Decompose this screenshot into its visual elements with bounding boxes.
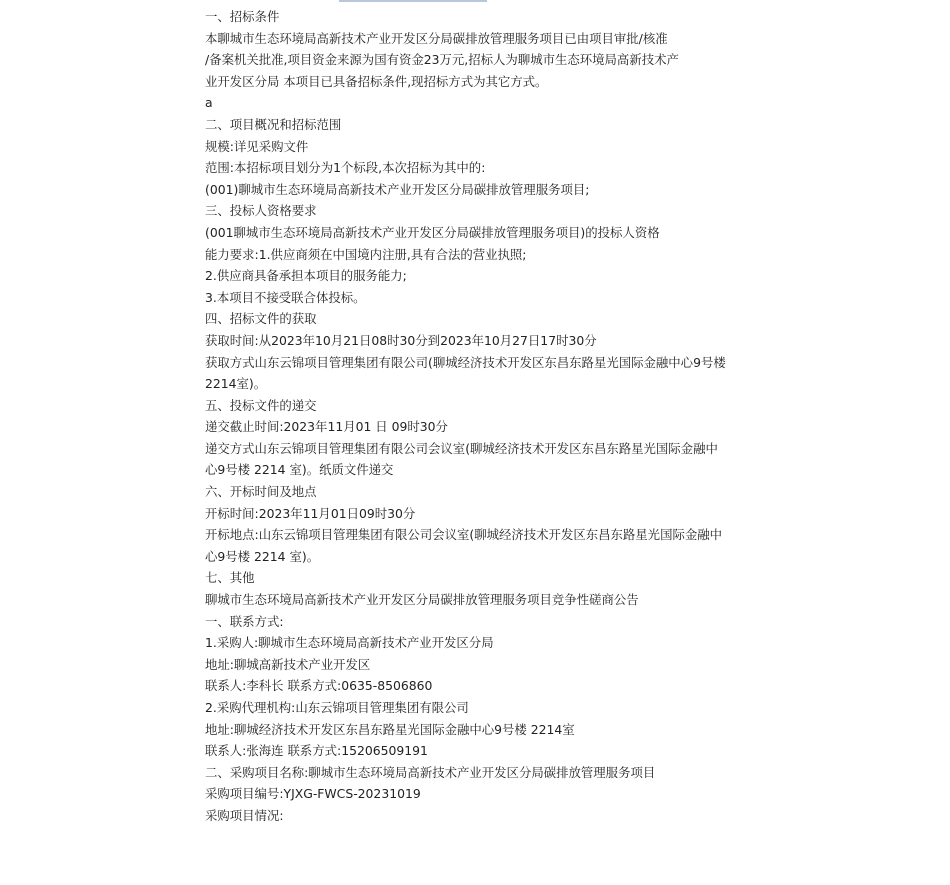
paragraph-line: 能力要求:1.供应商须在中国境内注册,具有合法的营业执照; xyxy=(205,246,527,262)
section-heading: 二、项目概况和招标范围 xyxy=(205,116,342,132)
paragraph-line: 地址:聊城经济技术开发区东昌东路星光国际金融中心9号楼 2214室 xyxy=(205,721,575,737)
paragraph-line: 2.采购代理机构:山东云锦项目管理集团有限公司 xyxy=(205,700,469,715)
paragraph-line: /备案机关批准,项目资金来源为国有资金23万元,招标人为聊城市生态环境局高新技术产 xyxy=(205,52,679,68)
paragraph-line: 开标时间:2023年11月01日09时30分 xyxy=(205,505,416,521)
paragraph-line: 聊城市生态环境局高新技术产业开发区分局碳排放管理服务项目竞争性磋商公告 xyxy=(205,592,639,608)
paragraph-line: 本聊城市生态环境局高新技术产业开发区分局碳排放管理服务项目已由项目审批/核准 xyxy=(205,30,668,46)
section-heading: 五、投标文件的递交 xyxy=(205,397,317,413)
paragraph-line: 2.供应商具备承担本项目的服务能力; xyxy=(205,268,407,284)
top-divider xyxy=(339,0,487,2)
paragraph-line: 2214室)。 xyxy=(205,376,267,392)
paragraph-line: 联系人:李科长 联系方式:0635-8506860 xyxy=(205,678,433,694)
paragraph-line: 业开发区分局 本项目已具备招标条件,现招标方式为其它方式。 xyxy=(205,73,548,89)
section-heading: 四、招标文件的获取 xyxy=(205,311,317,327)
paragraph-line: 开标地点:山东云锦项目管理集团有限公司会议室(聊城经济技术开发区东昌东路星光国际金融中 xyxy=(205,527,723,543)
paragraph-line: 递交截止时间:2023年11月01 日 09时30分 xyxy=(205,419,448,435)
paragraph-line: 心9号楼 2214 室)。纸质文件递交 xyxy=(205,462,394,478)
section-heading: 六、开标时间及地点 xyxy=(205,484,317,500)
paragraph-line: 获取时间:从2023年10月21日08时30分到2023年10月27日17时30分 xyxy=(205,332,597,348)
document-body xyxy=(205,6,750,827)
paragraph-line: (001)聊城市生态环境局高新技术产业开发区分局碳排放管理服务项目; xyxy=(205,181,590,197)
paragraph-line: a xyxy=(205,95,213,111)
paragraph-line: 联系人:张海连 联系方式:15206509191 xyxy=(205,743,428,759)
paragraph-line: 采购项目编号:YJXG-FWCS-20231019 xyxy=(205,786,421,802)
paragraph-line: 规模:详见采购文件 xyxy=(205,138,309,154)
paragraph-line: 地址:聊城高新技术产业开发区 xyxy=(205,656,371,672)
section-heading: 七、其他 xyxy=(205,570,255,586)
paragraph-line: 1.采购人:聊城市生态环境局高新技术产业开发区分局 xyxy=(205,635,494,651)
section-heading: 二、采购项目名称:聊城市生态环境局高新技术产业开发区分局碳排放管理服务项目 xyxy=(205,764,656,780)
paragraph-line: 采购项目情况: xyxy=(205,807,284,823)
section-heading: 三、投标人资格要求 xyxy=(205,203,317,219)
section-heading: 一、招标条件 xyxy=(205,9,280,24)
paragraph-line: 获取方式山东云锦项目管理集团有限公司(聊城经济技术开发区东昌东路星光国际金融中心9号楼 xyxy=(205,354,726,370)
paragraph-line: 递交方式山东云锦项目管理集团有限公司会议室(聊城经济技术开发区东昌东路星光国际金融中 xyxy=(205,440,718,456)
section-heading: 一、联系方式: xyxy=(205,613,284,629)
paragraph-line: 3.本项目不接受联合体投标。 xyxy=(205,289,366,305)
paragraph-line: 范围:本招标项目划分为1个标段,本次招标为其中的: xyxy=(205,160,486,176)
paragraph-line: 心9号楼 2214 室)。 xyxy=(205,548,320,564)
paragraph-line: (001聊城市生态环境局高新技术产业开发区分局碳排放管理服务项目)的投标人资格 xyxy=(205,224,660,240)
